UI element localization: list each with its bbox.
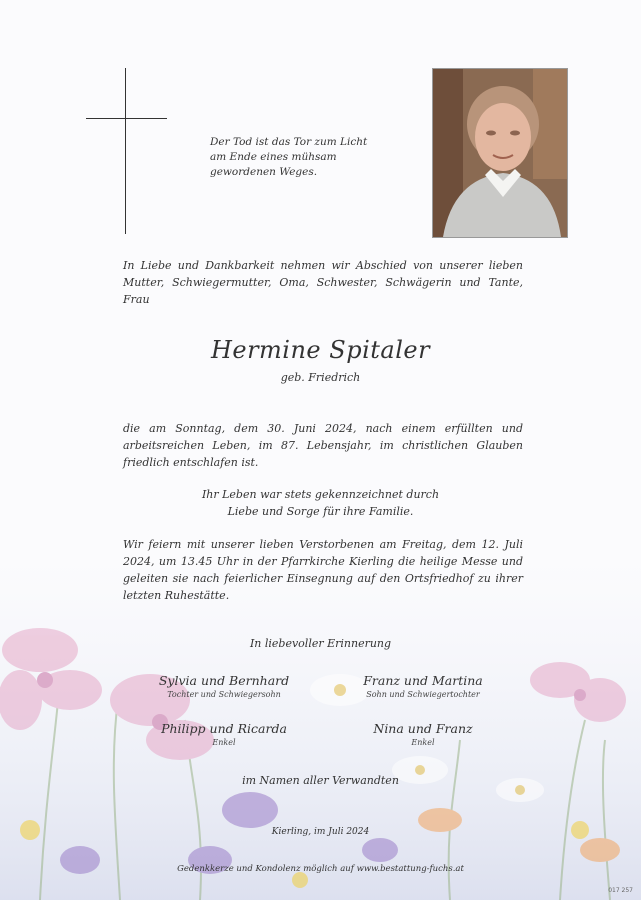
funeral-service-paragraph: Wir feiern mit unserer lieben Verstorbenen am Freitag, dem 12. Juli 2024, um 13.45 Uhr in der Pfarrkirche Kierling die heilige Messe und geleiten sie nach feierlicher Einsegnung auf den Ortsfriedhof zu ihrer letzten Ruhestätte. [123, 538, 523, 602]
mourner-names: Sylvia und Bernhard [158, 673, 290, 688]
cross-vertical-bar [125, 68, 126, 234]
place-date: Kierling, im Juli 2024 [271, 827, 370, 837]
deceased-name: Hermine Spitaler [210, 336, 431, 364]
memorial-quote: Der Tod ist das Tor zum Licht am Ende eines mühsam gewordenen Weges. [210, 136, 368, 178]
portrait-photo [432, 68, 568, 238]
relatives-line: im Namen aller Verwandten [242, 774, 399, 787]
death-paragraph: die am Sonntag, dem 30. Juni 2024, nach einem erfüllten und arbeitsreichen Leben, im 87. Lebensjahr, im christlichen Glauben friedlich entschlafen ist. [123, 422, 523, 469]
mourner-relation: Enkel [212, 738, 236, 747]
mourner-group [124, 673, 324, 701]
mourner-relation: Tochter und Schwiegersohn [167, 690, 281, 699]
cross-horizontal-bar [86, 118, 167, 119]
mourner-names: Franz und Martina [363, 673, 483, 688]
condolence-line: Gedenkkerze und Kondolenz möglich auf www.bestattung-fuchs.at [177, 864, 464, 874]
mourner-group [124, 721, 324, 749]
birth-name: geb. Friedrich [280, 371, 361, 384]
mourner-group [323, 673, 523, 701]
mourner-relation: Sohn und Schwiegertochter [366, 690, 480, 699]
memory-line: In liebevoller Erinnerung [249, 637, 392, 650]
document-code: 017 257 [608, 887, 633, 894]
mourner-names: Philipp und Ricarda [161, 721, 287, 736]
life-paragraph: Ihr Leben war stets gekennzeichnet durch Liebe und Sorge für ihre Familie. [201, 488, 440, 518]
mourner-group [323, 721, 523, 749]
mourner-relation: Enkel [411, 738, 435, 747]
mourner-names: Nina und Franz [373, 721, 473, 736]
intro-paragraph: In Liebe und Dankbarkeit nehmen wir Abschied von unserer lieben Mutter, Schwiegermutter, Oma, Schwester, Schwägerin und Tante, Frau [123, 259, 523, 306]
